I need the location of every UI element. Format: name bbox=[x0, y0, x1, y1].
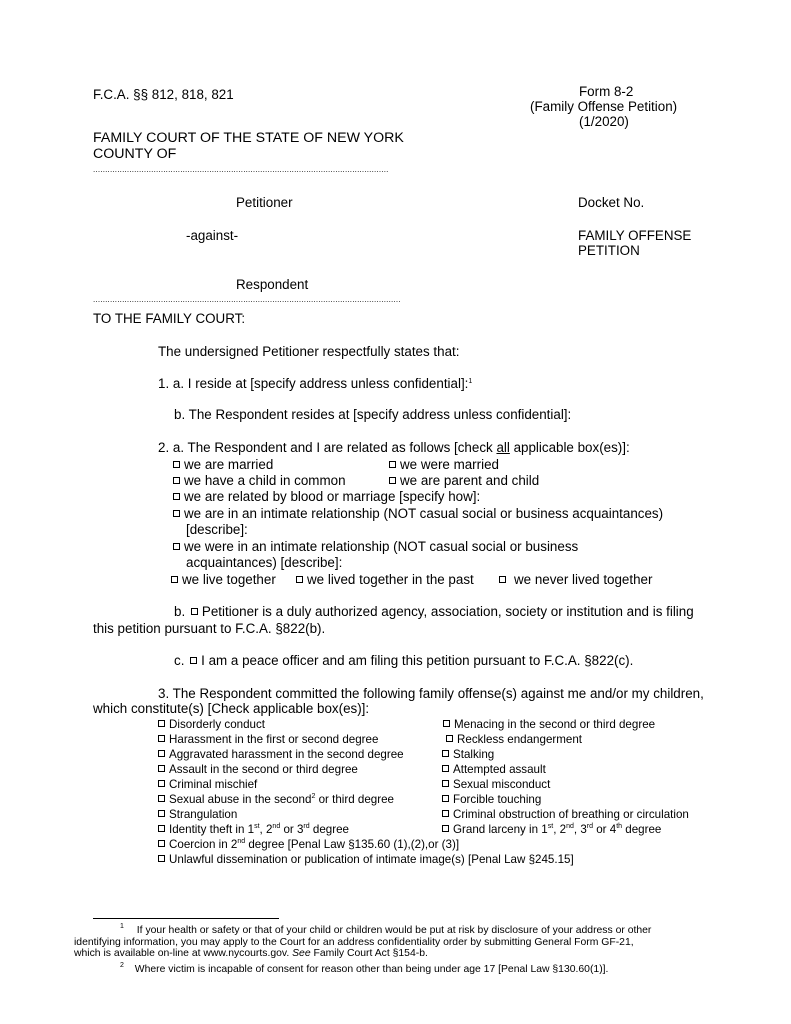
offense-reckless bbox=[446, 734, 582, 746]
offense-menacing-checkbox[interactable] bbox=[443, 720, 450, 727]
offense-strangulation bbox=[158, 809, 237, 821]
rel-married-label: we are married bbox=[184, 457, 274, 472]
offense-dissemination-label: Unlawful dissemination or publication of intimate image(s) [Penal Law §245.15] bbox=[169, 853, 574, 866]
offense-coercion-checkbox[interactable] bbox=[158, 840, 165, 847]
rel-lived-past bbox=[296, 573, 474, 586]
offense-harassment bbox=[158, 734, 378, 746]
offense-identity-theft bbox=[158, 824, 349, 836]
grand-larceny-text-5: degree bbox=[622, 823, 662, 836]
grand-larceny-text-1: Grand larceny in 1 bbox=[453, 823, 548, 836]
paragraph-2c-checkbox[interactable] bbox=[190, 657, 197, 664]
offense-stalking-label: Stalking bbox=[453, 748, 495, 761]
paragraph-2b-line2: this petition pursuant to F.C.A. §822(b). bbox=[93, 621, 326, 636]
offense-menacing-label: Menacing in the second or third degree bbox=[454, 718, 656, 731]
rel-were-married-checkbox[interactable] bbox=[389, 461, 396, 468]
grand-larceny-text-2: , 2 bbox=[553, 823, 567, 836]
footnote-1-line3 bbox=[74, 949, 428, 959]
rel-intimate-past bbox=[173, 540, 578, 553]
footnote-1-line2: identifying information, you may apply to the Court for an address confidentiality order by submitting General Form GF-21, bbox=[74, 937, 634, 948]
offense-obstruction-label: Criminal obstruction of breathing or circulation bbox=[453, 808, 689, 821]
paragraph-2c-text: I am a peace officer and am filing this petition pursuant to F.C.A. §822(c). bbox=[201, 653, 634, 668]
offense-harassment-checkbox[interactable] bbox=[158, 735, 165, 742]
footnote-1-line3-text: which is available on-line at www.nycourts.gov. bbox=[74, 948, 293, 959]
offense-forcible-touching bbox=[442, 794, 541, 806]
against-label: -against- bbox=[186, 228, 239, 243]
paragraph-2b-checkbox[interactable] bbox=[191, 608, 198, 615]
identity-theft-text-1: Identity theft in 1 bbox=[169, 823, 255, 836]
form-name: (Family Offense Petition) bbox=[530, 99, 678, 114]
document-title-line1: FAMILY OFFENSE bbox=[578, 228, 692, 243]
offense-strangulation-checkbox[interactable] bbox=[158, 810, 165, 817]
rel-lived-past-label: we lived together in the past bbox=[307, 572, 474, 587]
offense-disorderly-checkbox[interactable] bbox=[158, 720, 165, 727]
rel-were-married bbox=[389, 458, 499, 471]
paragraph-2c bbox=[174, 654, 633, 667]
offense-forcible-touching-label: Forcible touching bbox=[453, 793, 542, 806]
statute-reference: F.C.A. §§ 812, 818, 821 bbox=[93, 87, 234, 102]
coercion-sup-1: nd bbox=[237, 838, 246, 845]
respondent-label: Respondent bbox=[236, 277, 309, 292]
offense-reckless-checkbox[interactable] bbox=[446, 735, 453, 742]
rel-intimate-now-label: we are in an intimate relationship (NOT casual social or business acquaintances) bbox=[184, 506, 664, 521]
county-label: COUNTY OF bbox=[93, 146, 177, 162]
offense-grand-larceny bbox=[442, 824, 661, 836]
footnote-ref-1[interactable]: 1 bbox=[468, 378, 473, 385]
paragraph-2b bbox=[174, 605, 694, 618]
salutation: TO THE FAMILY COURT: bbox=[93, 311, 246, 326]
rel-were-married-label: we were married bbox=[400, 457, 499, 472]
paragraph-2a-pre: 2. a. The Respondent and I are related as follows [check bbox=[158, 440, 497, 455]
rel-intimate-past-checkbox[interactable] bbox=[173, 543, 180, 550]
rel-live-together bbox=[171, 573, 276, 586]
offense-obstruction-checkbox[interactable] bbox=[442, 810, 449, 817]
offense-forcible-touching-checkbox[interactable] bbox=[442, 795, 449, 802]
grand-larceny-sup-4: th bbox=[616, 823, 623, 830]
offense-agg-harassment bbox=[158, 749, 404, 761]
court-name: FAMILY COURT OF THE STATE OF NEW YORK bbox=[93, 130, 404, 146]
paragraph-1a-text: 1. a. I reside at [specify address unless confidential]: bbox=[158, 376, 469, 391]
offense-obstruction bbox=[442, 809, 689, 821]
offense-assault-label: Assault in the second or third degree bbox=[169, 763, 358, 776]
rel-blood-checkbox[interactable] bbox=[173, 493, 180, 500]
paragraph-2a-post: applicable box(es)]: bbox=[509, 440, 630, 455]
footnote-1-see: See bbox=[292, 948, 311, 959]
rel-married-checkbox[interactable] bbox=[173, 461, 180, 468]
offense-agg-harassment-label: Aggravated harassment in the second degree bbox=[169, 748, 404, 761]
rel-child-common-checkbox[interactable] bbox=[173, 477, 180, 484]
grand-larceny-sup-1: st bbox=[547, 823, 554, 830]
offense-harassment-label: Harassment in the first or second degree bbox=[169, 733, 379, 746]
rel-never-lived bbox=[499, 573, 652, 586]
docket-label: Docket No. bbox=[578, 195, 645, 210]
footnote-2-mark: 2 bbox=[120, 962, 124, 969]
rel-blood bbox=[173, 490, 480, 503]
rel-lived-past-checkbox[interactable] bbox=[296, 576, 303, 583]
rel-child-common-label: we have a child in common bbox=[184, 473, 346, 488]
footnote-separator bbox=[93, 918, 279, 919]
rel-child-common bbox=[173, 474, 346, 487]
offense-sexual-misconduct bbox=[442, 779, 550, 791]
coercion-text-2: degree [Penal Law §135.60 (1),(2),or (3)] bbox=[245, 838, 460, 851]
footnote-1-mark: 1 bbox=[120, 923, 124, 930]
offense-assault-checkbox[interactable] bbox=[158, 765, 165, 772]
rel-parent-child bbox=[389, 474, 539, 487]
rel-intimate-now-describe: [describe]: bbox=[186, 522, 248, 537]
offense-attempted-assault-checkbox[interactable] bbox=[442, 765, 449, 772]
identity-theft-sup-2: nd bbox=[272, 823, 281, 830]
petitioner-label: Petitioner bbox=[236, 195, 293, 210]
grand-larceny-sup-2: nd bbox=[566, 823, 574, 830]
offense-disorderly bbox=[158, 719, 265, 731]
grand-larceny-sup-3: rd bbox=[586, 823, 593, 830]
offense-dissemination-checkbox[interactable] bbox=[158, 855, 165, 862]
rel-married bbox=[173, 458, 273, 471]
paragraph-1b: b. The Respondent resides at [specify address unless confidential]: bbox=[174, 407, 572, 422]
offense-attempted-assault-label: Attempted assault bbox=[453, 763, 546, 776]
offense-dissemination bbox=[158, 854, 574, 866]
offense-sexual-abuse-checkbox[interactable] bbox=[158, 795, 165, 802]
offense-disorderly-label: Disorderly conduct bbox=[169, 718, 266, 731]
offense-stalking bbox=[442, 749, 494, 761]
paragraph-3: 3. The Respondent committed the following family offense(s) against me and/or my children, bbox=[158, 686, 704, 701]
identity-theft-sup-3: rd bbox=[303, 823, 310, 830]
paragraph-2b-text: Petitioner is a duly authorized agency, association, society or institution and is filing bbox=[201, 604, 694, 619]
offense-stalking-checkbox[interactable] bbox=[442, 750, 449, 757]
rel-live-together-checkbox[interactable] bbox=[171, 576, 178, 583]
form-date: (1/2020) bbox=[579, 114, 629, 129]
offense-grand-larceny-checkbox[interactable] bbox=[442, 825, 449, 832]
rel-blood-label: we are related by blood or marriage [specify how]: bbox=[184, 489, 481, 504]
offense-sexual-abuse bbox=[158, 794, 394, 806]
rel-intimate-past-describe: acquaintances) [describe]: bbox=[186, 555, 343, 570]
identity-theft-sup-1: st bbox=[254, 823, 260, 830]
rel-intimate-past-label: we were in an intimate relationship (NOT casual social or business bbox=[184, 539, 579, 554]
paragraph-2a-all: all bbox=[496, 440, 510, 455]
intro-text: The undersigned Petitioner respectfully states that: bbox=[158, 344, 460, 359]
offense-mischief-checkbox[interactable] bbox=[158, 780, 165, 787]
footnote-1 bbox=[120, 923, 652, 936]
paragraph-2b-label: b. bbox=[174, 604, 186, 619]
offense-coercion bbox=[158, 839, 459, 851]
offense-menacing bbox=[443, 719, 655, 731]
form-number: Form 8-2 bbox=[579, 84, 634, 99]
offense-mischief bbox=[158, 779, 257, 791]
footnote-1-line1: If your health or safety or that of your child or children would be put at risk by disclosure of your address or other bbox=[136, 925, 652, 936]
identity-theft-text-2: , 2 bbox=[259, 823, 273, 836]
respondent-blank-line[interactable]: ............................................................................................................................... bbox=[93, 296, 401, 304]
offense-sexual-abuse-label: Sexual abuse in the second bbox=[169, 793, 312, 806]
offense-sexual-misconduct-label: Sexual misconduct bbox=[453, 778, 551, 791]
offense-mischief-label: Criminal mischief bbox=[169, 778, 258, 791]
footnote-ref-2[interactable]: 2 bbox=[311, 793, 316, 800]
paragraph-2a bbox=[158, 441, 630, 454]
rel-intimate-now-checkbox[interactable] bbox=[173, 510, 180, 517]
paragraph-1a bbox=[158, 377, 472, 390]
coercion-text-1: Coercion in 2 bbox=[169, 838, 238, 851]
document-title-line2: PETITION bbox=[578, 243, 640, 258]
footnote-2-text: Where victim is incapable of consent for reason other than being under age 17 [Penal Law §130.60(1)]. bbox=[134, 964, 609, 975]
offense-attempted-assault bbox=[442, 764, 546, 776]
grand-larceny-text-4: or 4 bbox=[593, 823, 617, 836]
grand-larceny-text-3: , 3 bbox=[573, 823, 587, 836]
paragraph-2c-label: c. bbox=[174, 653, 185, 668]
identity-theft-text-3: or 3 bbox=[280, 823, 304, 836]
county-blank-line[interactable]: .......................................................................................................................... bbox=[93, 166, 389, 174]
offense-agg-harassment-checkbox[interactable] bbox=[158, 750, 165, 757]
rel-parent-child-checkbox[interactable] bbox=[389, 477, 396, 484]
paragraph-3-line2: which constitute(s) [Check applicable box(es)]: bbox=[93, 701, 370, 716]
rel-parent-child-label: we are parent and child bbox=[400, 473, 540, 488]
offense-strangulation-label: Strangulation bbox=[169, 808, 238, 821]
offense-identity-theft-checkbox[interactable] bbox=[158, 825, 165, 832]
offense-reckless-label: Reckless endangerment bbox=[457, 733, 583, 746]
offense-assault bbox=[158, 764, 358, 776]
footnote-1-line3-end: Family Court Act §154-b. bbox=[310, 948, 428, 959]
rel-never-lived-label: we never lived together bbox=[514, 572, 653, 587]
offense-sexual-abuse-label-end: or third degree bbox=[315, 793, 394, 806]
rel-intimate-now bbox=[173, 507, 663, 520]
identity-theft-text-4: degree bbox=[309, 823, 349, 836]
footnote-2 bbox=[120, 962, 609, 975]
rel-never-lived-checkbox[interactable] bbox=[499, 576, 506, 583]
rel-live-together-label: we live together bbox=[182, 572, 276, 587]
offense-sexual-misconduct-checkbox[interactable] bbox=[442, 780, 449, 787]
